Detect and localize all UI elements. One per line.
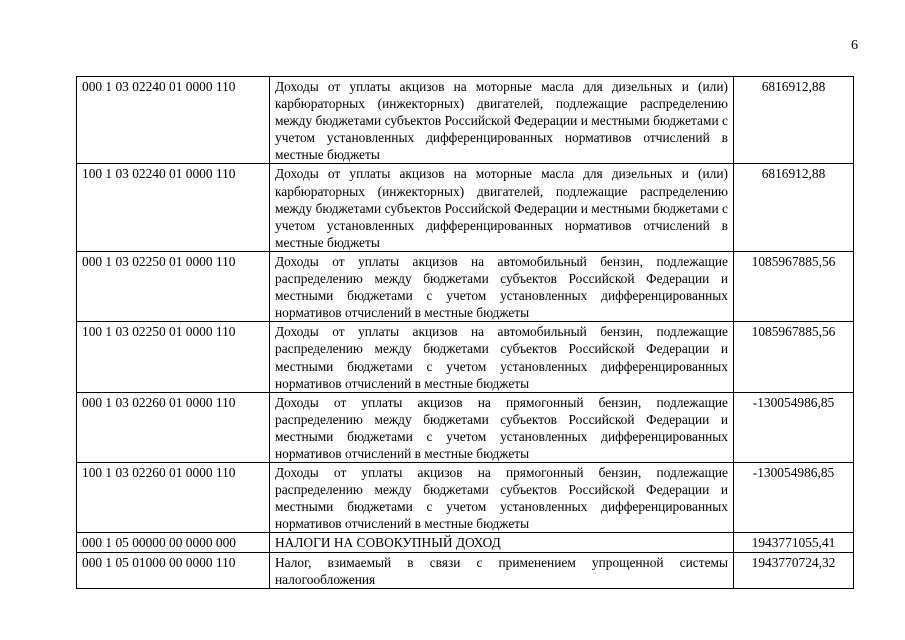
row-code: 000 1 03 02260 01 0000 110 (77, 392, 270, 462)
row-description: Доходы от уплаты акцизов на автомобильный бензин, подлежащие распределению между бюджетами субъектов Российской Федерации и местными бюджетами с учетом установленных дифференцированных нормативов отчислений в местные бюджеты (270, 322, 734, 392)
row-amount: -130054986,85 (734, 463, 854, 533)
table-row (77, 552, 854, 588)
row-code: 000 1 05 00000 00 0000 000 (77, 533, 270, 552)
table-row (77, 533, 854, 552)
budget-revenue-table (76, 76, 854, 589)
row-amount: 1943770724,32 (734, 552, 854, 588)
row-code: 100 1 03 02240 01 0000 110 (77, 164, 270, 251)
row-amount: 6816912,88 (734, 77, 854, 164)
table-row (77, 322, 854, 392)
page-number: 6 (851, 38, 858, 53)
row-description: Доходы от уплаты акцизов на прямогонный бензин, подлежащие распределению между бюджетами субъектов Российской Федерации и местными бюджетами с учетом установленных дифференцированных нормативов отчислений в местные бюджеты (270, 392, 734, 462)
table-row (77, 463, 854, 533)
row-amount: 1085967885,56 (734, 322, 854, 392)
row-code: 100 1 03 02250 01 0000 110 (77, 322, 270, 392)
row-amount: 1085967885,56 (734, 251, 854, 321)
row-description: Доходы от уплаты акцизов на автомобильный бензин, подлежащие распределению между бюджетами субъектов Российской Федерации и местными бюджетами с учетом установленных дифференцированных нормативов отчислений в местные бюджеты (270, 251, 734, 321)
row-amount: 6816912,88 (734, 164, 854, 251)
row-description: Доходы от уплаты акцизов на моторные масла для дизельных и (или) карбюраторных (инжекторных) двигателей, подлежащие распределению между бюджетами субъектов Российской Федерации и местными бюджетами с учетом установленных дифференцированных нормативов отчислений в местные бюджеты (270, 77, 734, 164)
row-code: 100 1 03 02260 01 0000 110 (77, 463, 270, 533)
row-description: Доходы от уплаты акцизов на прямогонный бензин, подлежащие распределению между бюджетами субъектов Российской Федерации и местными бюджетами с учетом установленных дифференцированных нормативов отчислений в местные бюджеты (270, 463, 734, 533)
row-amount: -130054986,85 (734, 392, 854, 462)
table-row (77, 164, 854, 251)
row-code: 000 1 05 01000 00 0000 110 (77, 552, 270, 588)
table-row (77, 251, 854, 321)
row-description: Налог, взимаемый в связи с применением упрощенной системы налогообложения (270, 552, 734, 588)
row-description: Доходы от уплаты акцизов на моторные масла для дизельных и (или) карбюраторных (инжекторных) двигателей, подлежащие распределению между бюджетами субъектов Российской Федерации и местными бюджетами с учетом установленных дифференцированных нормативов отчислений в местные бюджеты (270, 164, 734, 251)
row-code: 000 1 03 02240 01 0000 110 (77, 77, 270, 164)
row-amount: 1943771055,41 (734, 533, 854, 552)
row-code: 000 1 03 02250 01 0000 110 (77, 251, 270, 321)
table-row (77, 77, 854, 164)
table-row (77, 392, 854, 462)
row-description: НАЛОГИ НА СОВОКУПНЫЙ ДОХОД (270, 533, 734, 552)
